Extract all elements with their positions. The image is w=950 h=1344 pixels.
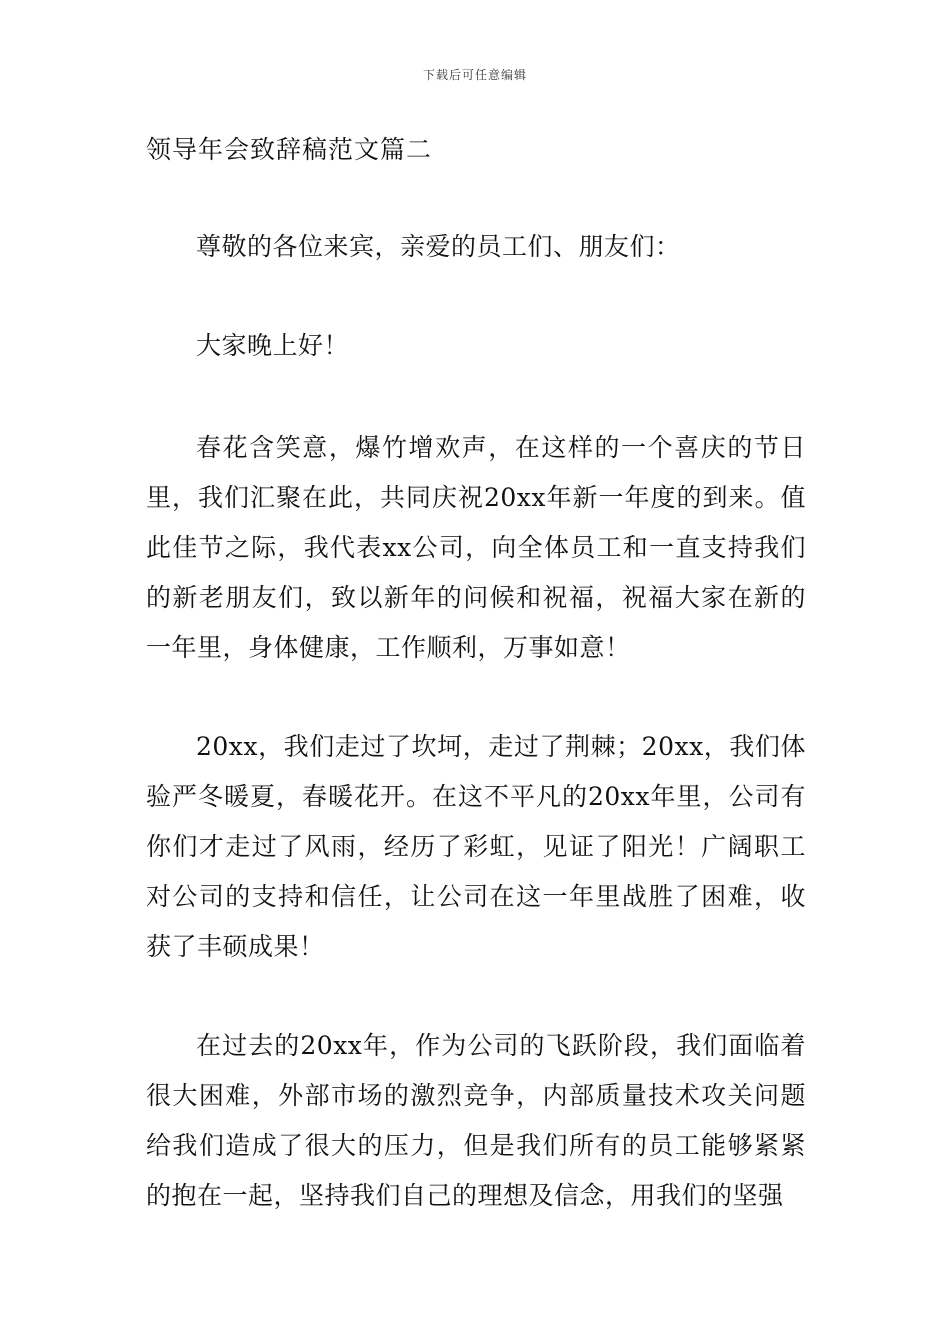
body-paragraph: 20xx，我们走过了坎坷，走过了荆棘；20xx，我们体验严冬暖夏，春暖花开。在这不平凡的20xx年里，公司有你们才走过了风雨，经历了彩虹，见证了阳光！广阔职工对公司的支持和信任，让公司在这一年里战胜了困难，收获了丰硕成果！ [146,732,806,961]
body-paragraph: 春花含笑意，爆竹增欢声，在这样的一个喜庆的节日里，我们汇聚在此，共同庆祝20xx年新一年度的到来。值此佳节之际，我代表xx公司，向全体员工和一直支持我们的新老朋友们，致以新年的问候和祝福，祝福大家在新的一年里，身体健康，工作顺利，万事如意！ [146,433,806,662]
greeting-paragraph: 大家晚上好！ [196,331,350,360]
header-note: 下载后可任意编辑 [422,68,527,82]
document-body [146,128,806,1270]
document-title: 领导年会致辞稿范文篇二 [146,135,433,164]
body-paragraph: 在过去的20xx年，作为公司的飞跃阶段，我们面临着很大困难，外部市场的激烈竞争，内部质量技术攻关问题给我们造成了很大的压力，但是我们所有的员工能够紧紧的抱在一起，坚持我们自己的理想及信念，用我们的坚强 [146,1031,806,1210]
salutation-paragraph: 尊敬的各位来宾，亲爱的员工们、朋友们： [196,232,681,261]
